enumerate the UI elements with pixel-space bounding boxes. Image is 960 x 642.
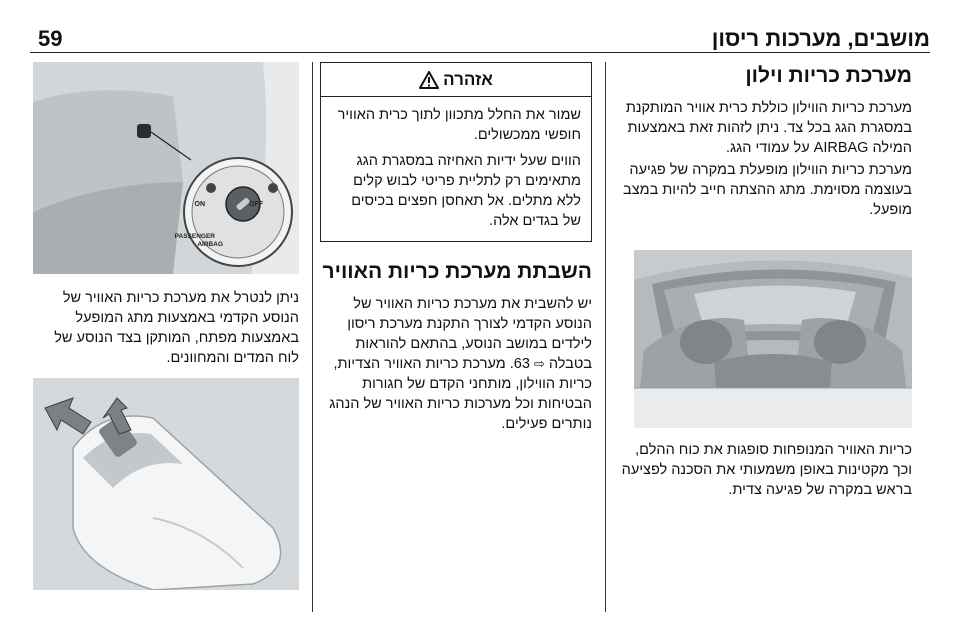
deactivation-title: השבתת מערכת כריות האוויר (322, 260, 592, 283)
deactivation-para (320, 294, 592, 434)
page-header (30, 20, 930, 52)
remote-key-illustration (33, 378, 299, 590)
warning-triangle-icon (419, 71, 439, 89)
dashboard-switch-illustration (33, 62, 299, 274)
column-divider-right (605, 62, 606, 612)
page-reference-number[interactable]: 63 (513, 356, 530, 372)
warning-title: אזהרה (443, 69, 493, 89)
switch-label-airbag: AIRBAG (197, 241, 223, 248)
switch-label-passenger: PASSENGER (174, 233, 215, 240)
key-illustration (33, 378, 299, 590)
warning-body (321, 97, 591, 241)
warning-para-1: שמור את החלל מתכוון לתוך כרית האוויר חופשי ממכשולים. (337, 107, 581, 143)
middle-column (320, 62, 592, 436)
warning-header (321, 63, 591, 97)
curtain-airbag-illustration (634, 250, 912, 428)
car-interior-illustration (634, 250, 912, 428)
deactivation-text-1: יש להשבית את מערכת כריות האוויר של הנוסע הקדמי לצורך התקנת מערכת ריסון לילדים במושב הנוסע, בהתאם להוראות בטבלה (347, 296, 592, 372)
running-title: מושבים, מערכות ריסון (711, 26, 930, 51)
airbag-switch-illustration (33, 62, 299, 274)
warning-para-2: הווים שעל ידיות האחיזה במסגרת הגג מתאימים רק לתליית פריטי לבוש קלים ללא מתלים. אל תאחסן חפצים בכיסים של בגדים אלה. (351, 153, 581, 229)
switch-label-on: ON (194, 201, 205, 208)
curtain-airbag-title: מערכת כריות וילון (745, 64, 912, 87)
left-column (33, 62, 299, 590)
deactivation-text-2: . מערכת כריות האוויר הצדיות, כריות הווילון, מותחני הקדם של חגורות הבטיחות וכל מערכות כריות האוויר של הנהג נותרים פעילים. (329, 356, 592, 432)
column-divider-left (312, 62, 313, 612)
switch-description-para: ניתן לנטרל את מערכת כריות האוויר של הנוסע הקדמי באמצעות מתג המופעל באמצעות מפתח, המותקן בצד הנוסע של לוח המדים והמחוונים. (54, 290, 299, 366)
warning-box (320, 62, 592, 242)
switch-label-off: OFF (249, 201, 263, 208)
page-reference-icon: ⇨ (533, 356, 545, 371)
header-rule (30, 52, 930, 53)
right-column (612, 62, 912, 502)
curtain-airbag-para-1: מערכת כריות הווילון כוללת כרית אוויר המותקנת במסגרת הגג בכל צד. ניתן לזהות זאת באמצעות המילה AIRBAG על עמודי הגג. (625, 100, 912, 156)
curtain-airbag-para-3: כריות האוויר המנופחות סופגות את כוח ההלם, וכך מקטינות באופן משמעותי את הסכנה לפציעה בראש במקרה של פגיעה צדית. (621, 442, 912, 498)
curtain-airbag-para-2: מערכת כריות הווילון מופעלת במקרה של פגיעה בעוצמה מסוימת. מתג ההצתה חייב להיות במצב מופעל. (623, 162, 912, 218)
page-number: 59 (38, 26, 63, 51)
